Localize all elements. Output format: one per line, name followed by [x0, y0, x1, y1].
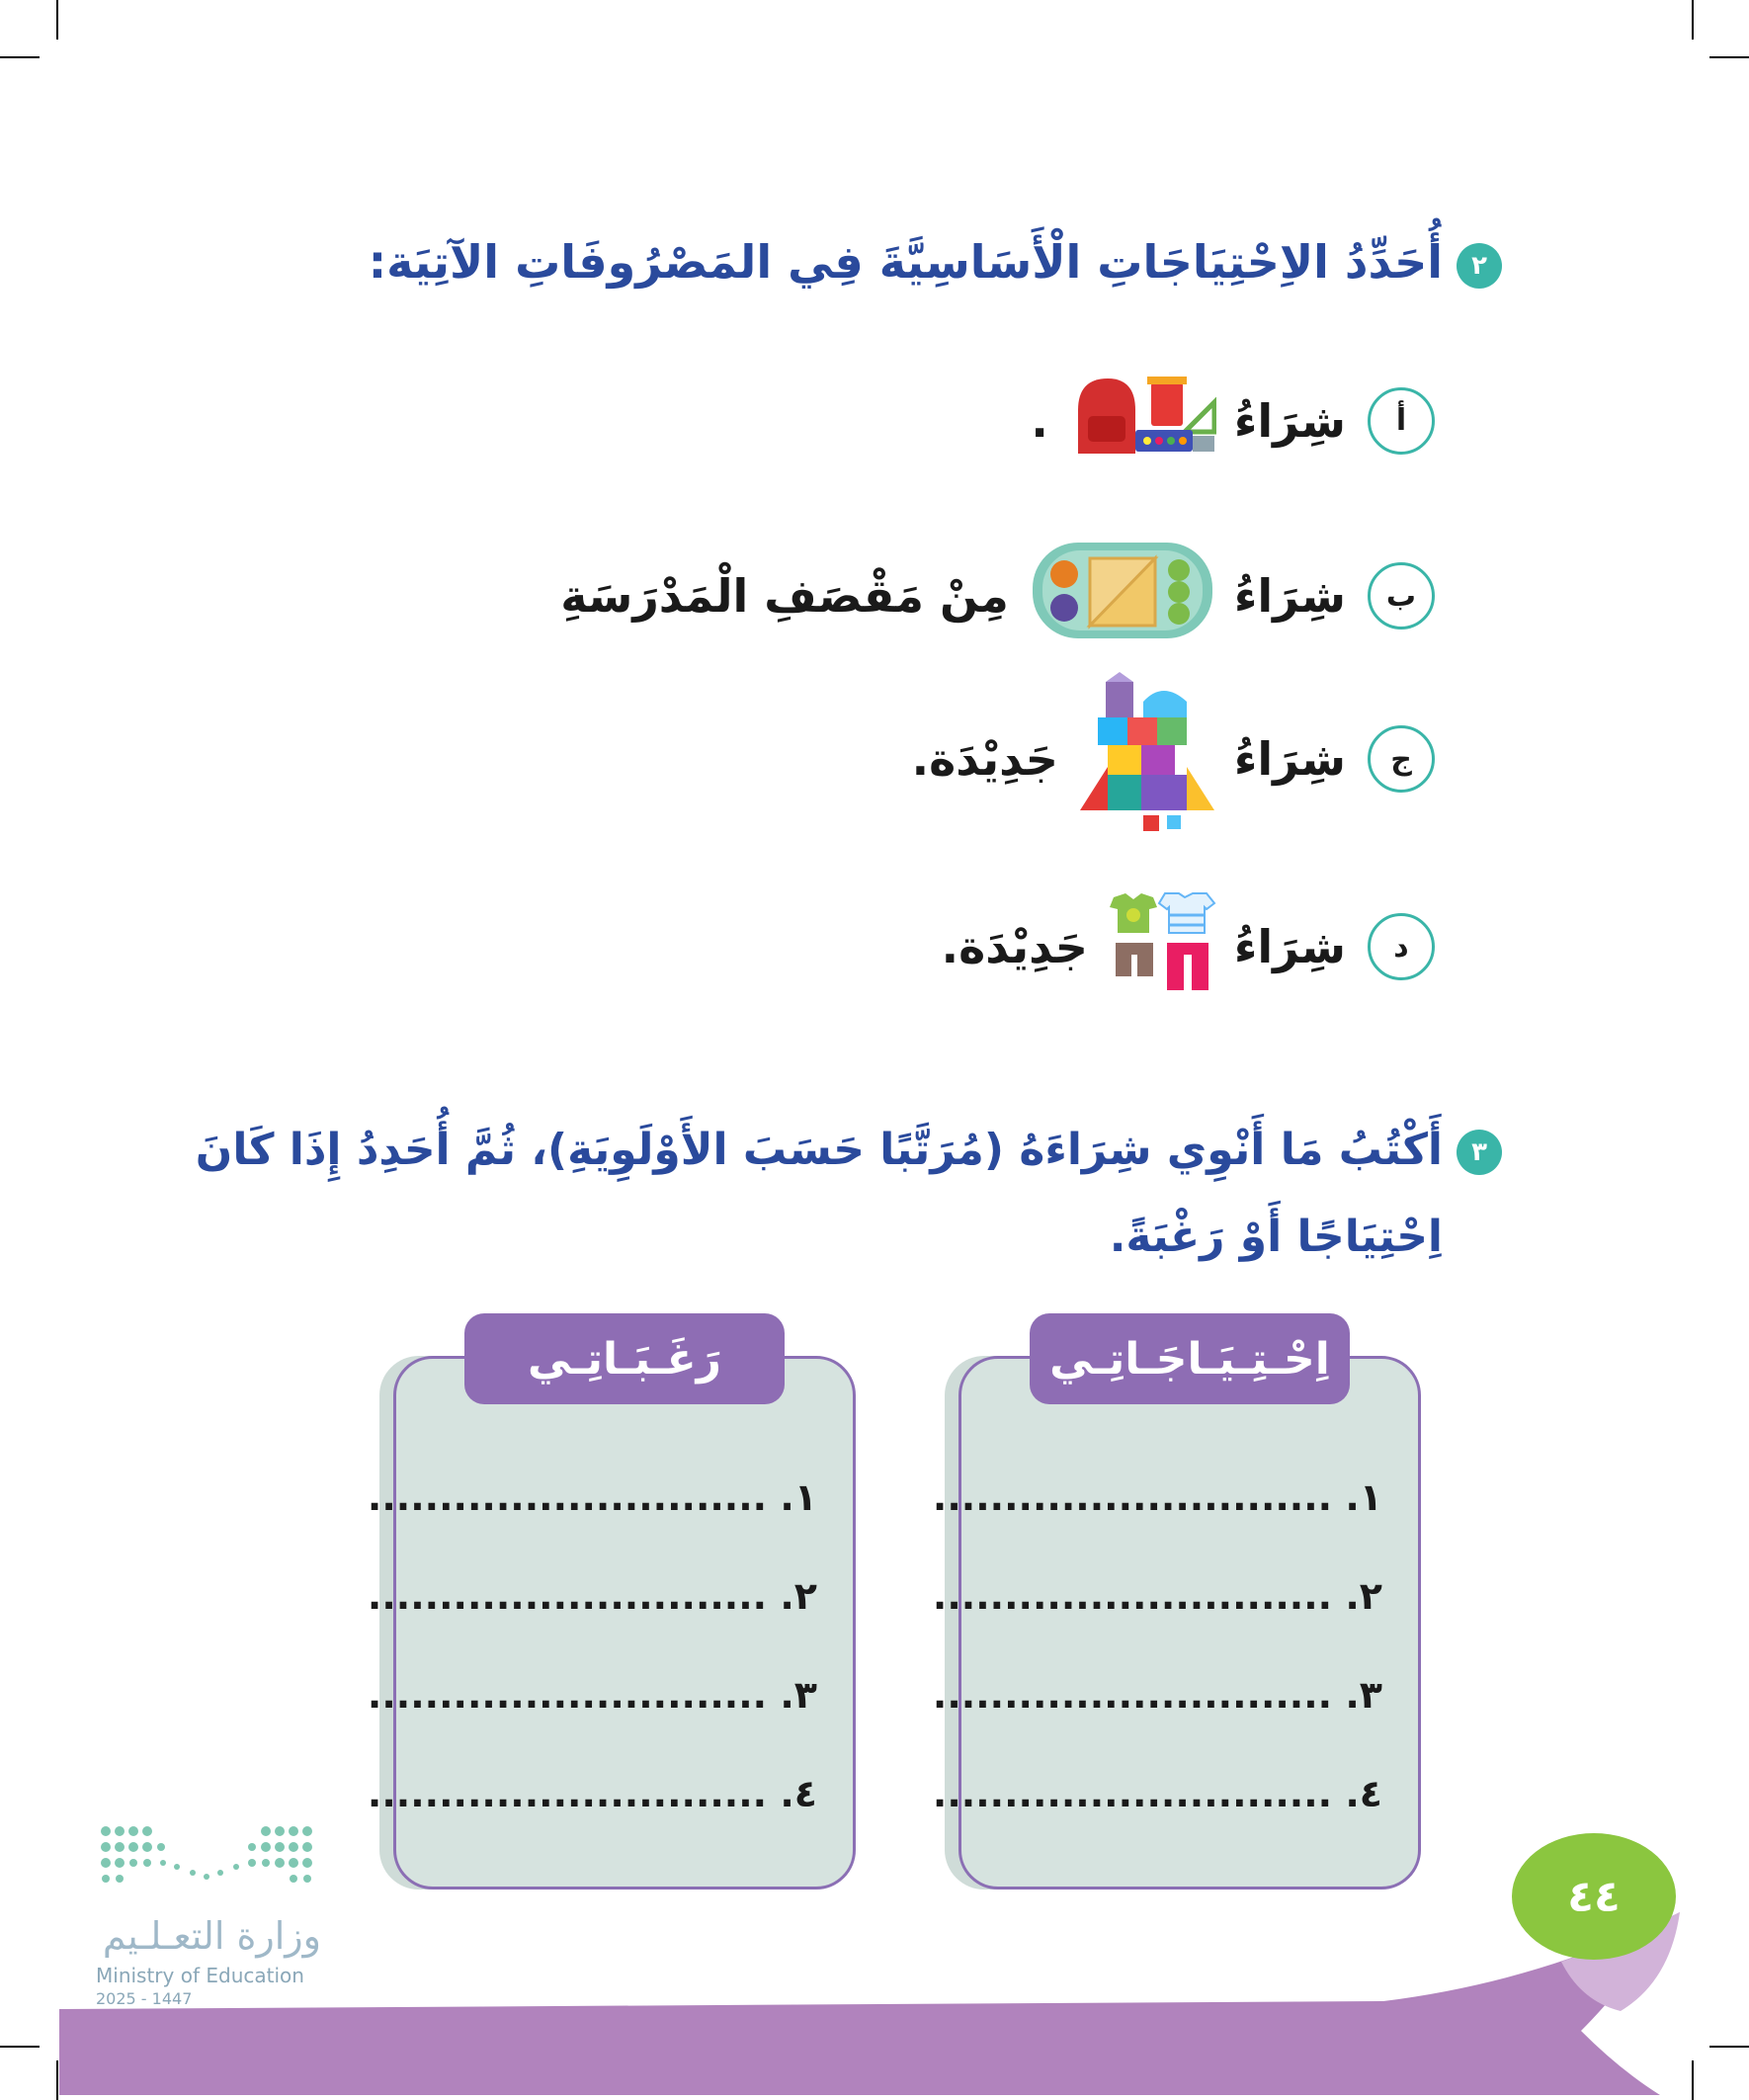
- question-3-title: [196, 1125, 1502, 1175]
- needs-box: [932, 1333, 1421, 1890]
- ministry-year: 2025 - 1447: [96, 1989, 193, 2008]
- wants-box-title: رَغَـبَـاتِـي: [464, 1313, 785, 1404]
- question-text: أُحَدِّدُ الاِحْتِيَاجَاتِ الْأَسَاسِيَّةَ فِي المَصْرُوفَاتِ الآتِيَة:: [368, 235, 1443, 289]
- toy-blocks-icon: [1078, 672, 1216, 846]
- needs-line-4[interactable]: ٤. ............................: [932, 1772, 1382, 1815]
- crop-mark: [56, 0, 58, 40]
- wants-line-2[interactable]: ٢. ............................: [367, 1574, 817, 1618]
- wants-line-3[interactable]: ٣. ............................: [367, 1673, 817, 1717]
- lunch-box-icon: [1029, 539, 1216, 653]
- question-number: ٣: [1457, 1130, 1502, 1175]
- question-2-title: [369, 235, 1502, 289]
- question-text-line2: اِحْتِيَاجًا أَوْ رَغْبَةً.: [1109, 1212, 1443, 1262]
- needs-line-2[interactable]: ٢. ............................: [932, 1574, 1382, 1618]
- item-word: شِرَاءُ: [1233, 732, 1346, 786]
- item-letter: د: [1368, 913, 1435, 980]
- question-text-line1: أَكْتُبُ مَا أَنْوِي شِرَاءَهُ (مُرَتَّبًا حَسَبَ الأَوْلَوِيَةِ)، ثُمَّ أُحَدِدُ إِذَا كَانَ: [195, 1125, 1443, 1175]
- item-word: شِرَاءُ: [1233, 920, 1346, 973]
- crop-mark: [1709, 56, 1749, 58]
- clothes-icon: [1108, 889, 1216, 1004]
- ministry-english: Ministry of Education: [96, 1964, 304, 1987]
- item-letter: ب: [1368, 562, 1435, 630]
- ministry-dots-icon: [98, 1823, 315, 1892]
- item-c: [912, 672, 1435, 846]
- item-suffix: جَدِيْدَة.: [941, 920, 1088, 973]
- crop-mark: [1692, 0, 1694, 40]
- item-suffix: .: [1031, 393, 1048, 448]
- item-letter: ج: [1368, 725, 1435, 793]
- item-letter: أ: [1368, 387, 1435, 455]
- needs-box-title: اِحْـتِـيَـاجَـاتِـي: [1030, 1313, 1350, 1404]
- item-b: [560, 539, 1435, 653]
- footer-band: [0, 1902, 1749, 2100]
- item-word: شِرَاءُ: [1233, 569, 1346, 623]
- wants-line-4[interactable]: ٤. ............................: [367, 1772, 817, 1815]
- question-number: ٢: [1457, 243, 1502, 289]
- wants-box: [367, 1333, 856, 1890]
- needs-line-3[interactable]: ٣. ............................: [932, 1673, 1382, 1717]
- item-suffix: جَدِيْدَة.: [911, 732, 1058, 786]
- needs-line-1[interactable]: ١. ............................: [932, 1475, 1382, 1519]
- page-number: ٤٤: [1512, 1833, 1676, 1960]
- item-a: [1031, 371, 1435, 470]
- item-d: [942, 889, 1435, 1004]
- item-word: شِرَاءُ: [1233, 393, 1346, 448]
- ministry-arabic: وزارة التعـلـيم: [102, 1914, 321, 1958]
- question-3-title-line2: [1110, 1212, 1443, 1262]
- school-supplies-icon: [1068, 371, 1216, 470]
- crop-mark: [0, 56, 40, 58]
- wants-line-1[interactable]: ١. ............................: [367, 1475, 817, 1519]
- item-suffix: مِنْ مَقْصَفِ الْمَدْرَسَةِ: [560, 569, 1009, 623]
